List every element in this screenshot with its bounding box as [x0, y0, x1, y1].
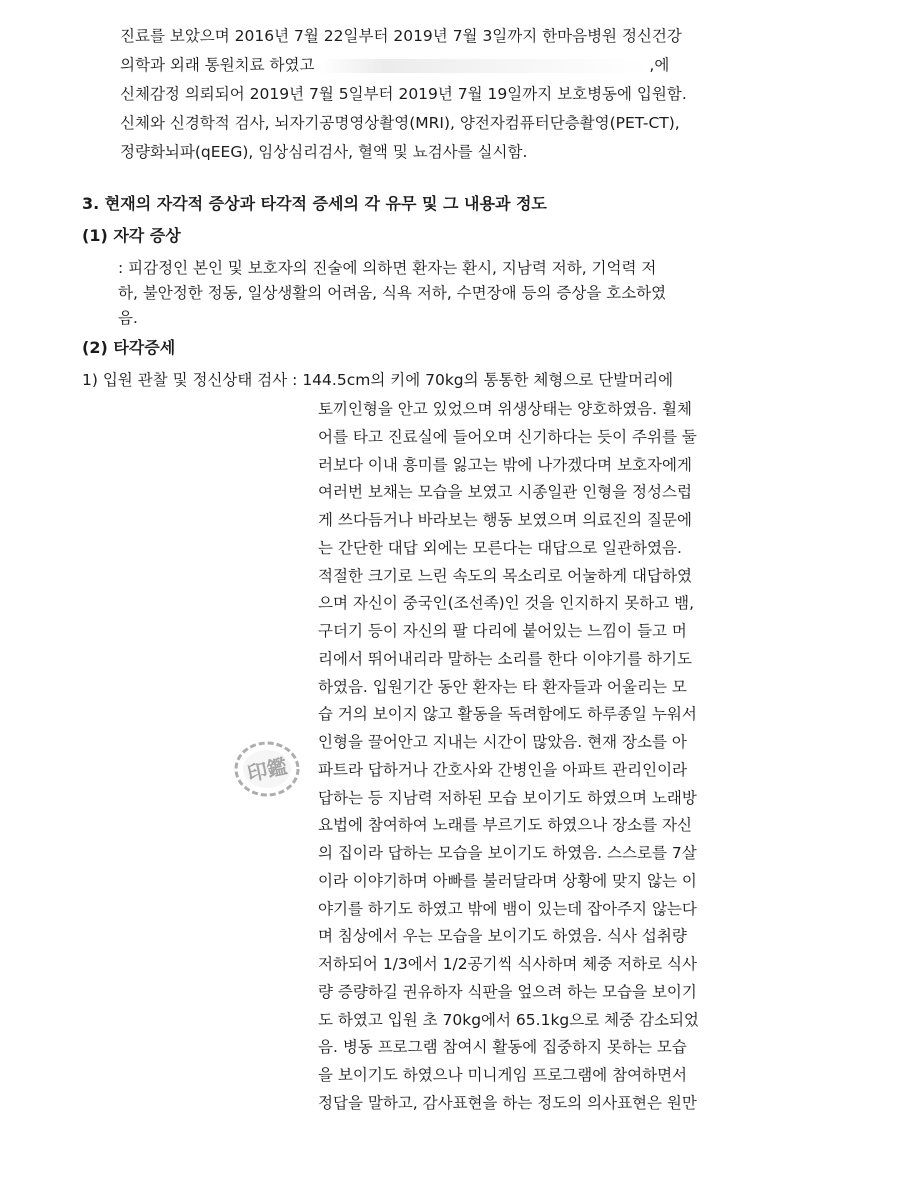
intro-line: 신체감정 의뢰되어 2019년 7월 5일부터 2019년 7월 19일까지 보호병동에 입원함.	[120, 85, 687, 103]
objective-line: 하였음. 입원기간 동안 환자는 타 환자들과 어울리는 모	[318, 677, 687, 696]
subjective-symptoms-text	[118, 256, 808, 331]
objective-line: 의 집이라 답하는 모습을 보이기도 하였음. 스스로를 7살	[318, 844, 697, 862]
subjective-line: 음.	[118, 309, 138, 327]
objective-line: 저하되어 1/3에서 1/2공기씩 식사하며 체중 저하로 식사	[318, 955, 697, 973]
objective-line: 량 증량하길 권유하자 식판을 엎으려 하는 모습을 보이기	[318, 982, 697, 1001]
objective-line: 으며 자신이 중국인(조선족)인 것을 인지하지 못하고 뱀,	[318, 594, 694, 613]
intro-line: 의학과 외래 통원치료 하였고 ,에	[120, 56, 670, 74]
redacted-area	[319, 59, 649, 73]
objective-item-1-heading: 1) 입원 관찰 및 정신상태 검사 : 144.5cm의 키에 70kg의 통통한 체형으로 단발머리에	[82, 371, 674, 389]
objective-item-1-body	[318, 396, 808, 1118]
objective-line: 여러번 보채는 모습을 보였고 시종일관 인형을 정성스럽	[318, 483, 692, 502]
seal-stamp-icon	[232, 738, 302, 800]
objective-line: 파트라 답하거나 간호사와 간병인을 아파트 관리인이라	[318, 760, 688, 779]
objective-line: 습 거의 보이지 않고 활동을 독려함에도 하루종일 누워서	[318, 705, 697, 724]
objective-line: 게 쓰다듬거나 바라보는 행동 보였으며 의료진의 질문에	[318, 511, 692, 529]
objective-line: 인형을 끌어안고 지내는 시간이 많았음. 현재 장소를 아	[318, 733, 687, 751]
objective-line: 음. 병동 프로그램 참여시 활동에 집중하지 못하는 모습	[318, 1038, 687, 1057]
objective-line: 적절한 크기로 느린 속도의 목소리로 어눌하게 대답하였	[318, 566, 692, 585]
objective-line: 러보다 이내 흥미를 잃고는 밖에 나가겠다며 보호자에게	[318, 455, 692, 474]
objective-line: 이라 이야기하며 아빠를 불러달라며 상황에 맞지 않는 이	[318, 871, 697, 890]
intro-line: 진료를 보았으며 2016년 7월 22일부터 2019년 7월 3일까지 한마음병원 정신건강	[120, 27, 682, 45]
subjective-symptoms-title: (1) 자각 증상	[82, 226, 181, 245]
objective-line: 답하는 등 지남력 저하된 모습 보이기도 하였으며 노래방	[318, 788, 697, 807]
objective-line: 토끼인형을 안고 있었으며 위생상태는 양호하였음. 휠체	[318, 400, 692, 418]
subjective-line: 하, 불안정한 정동, 일상생활의 어려움, 식욕 저하, 수면장애 등의 증상을 호소하였	[118, 284, 667, 302]
objective-line: 요법에 참여하여 노래를 부르기도 하였으나 장소를 자신	[318, 816, 692, 835]
objective-line: 구더기 등이 자신의 팔 다리에 붙어있는 느낌이 들고 머	[318, 622, 687, 640]
intro-line: 신체와 신경학적 검사, 뇌자기공명영상촬영(MRI), 양전자컴퓨터단층촬영(PET-CT),	[120, 114, 680, 132]
svg-text:印鑑: 印鑑	[245, 754, 290, 786]
intro-line: 정량화뇌파(qEEG), 임상심리검사, 혈액 및 뇨검사를 실시함.	[120, 143, 528, 161]
objective-symptoms-title: (2) 타각증세	[82, 338, 176, 357]
intro-paragraph	[120, 22, 810, 167]
objective-line: 는 간단한 대답 외에는 모른다는 대답으로 일관하였음.	[318, 538, 682, 557]
objective-line: 리에서 뛰어내리라 말하는 소리를 한다 이야기를 하기도	[318, 649, 692, 668]
subjective-line: : 피감정인 본인 및 보호자의 진술에 의하면 환자는 환시, 지남력 저하, 기억력 저	[118, 259, 657, 277]
objective-line: 정답을 말하고, 감사표현을 하는 정도의 의사표현은 원만	[318, 1093, 697, 1112]
objective-line: 을 보이기도 하였으나 미니게임 프로그램에 참여하면서	[318, 1066, 688, 1084]
objective-line: 며 침상에서 우는 모습을 보이기도 하였음. 식사 섭취량	[318, 927, 687, 946]
objective-line: 어를 타고 진료실에 들어오며 신기하다는 듯이 주위를 둘	[318, 427, 697, 446]
objective-line: 도 하였고 입원 초 70kg에서 65.1kg으로 체중 감소되었	[318, 1010, 699, 1029]
section-3-title: 3. 현재의 자각적 증상과 타각적 증세의 각 유무 및 그 내용과 정도	[82, 194, 547, 213]
objective-line: 야기를 하기도 하였고 밖에 뱀이 있는데 잡아주지 않는다	[318, 899, 697, 918]
